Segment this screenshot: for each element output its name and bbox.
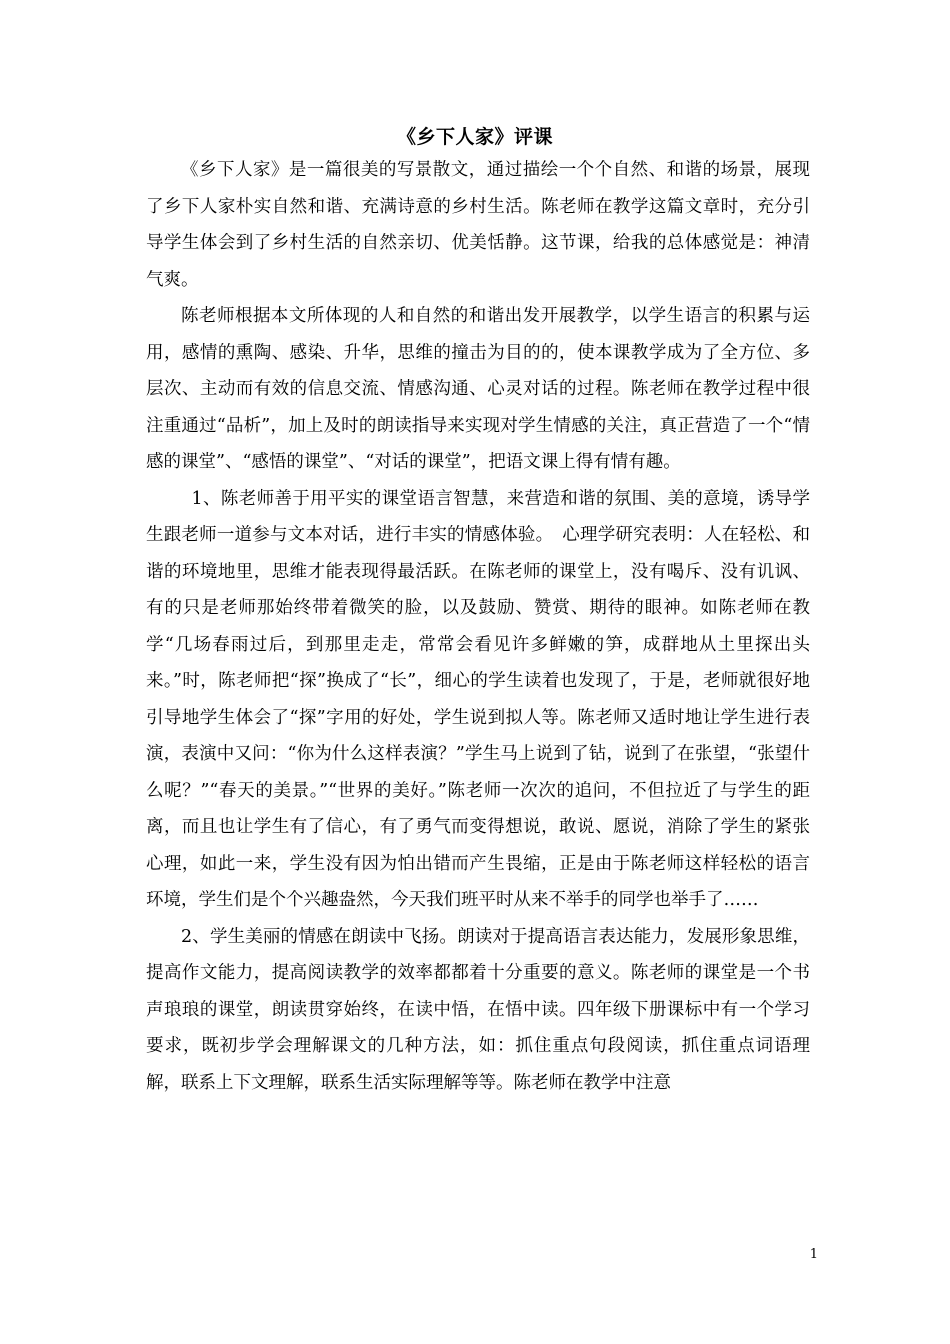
paragraph-overview: 陈老师根据本文所体现的人和自然的和谐出发开展教学，以学生语言的积累与运用，感情的熏陶、感染、升华，思维的撞击为目的的，使本课教学成为了全方位、多层次、主动而有效的信息交流、情感沟通、心灵对话的过程。陈老师在教学过程中很注重通过“品析”，加上及时的朗读指导来实现对学生情感的关注，真正营造了一个“情感的课堂”、“感悟的课堂”、“对话的课堂”，把语文课上得有情有趣。	[146, 306, 810, 472]
paragraph-intro: 《乡下人家》是一篇很美的写景散文，通过描绘一个个自然、和谐的场景，展现了乡下人家朴实自然和谐、充满诗意的乡村生活。陈老师在教学这篇文章时，充分引导学生体会到了乡村生活的自然亲切、优美恬静。这节课，给我的总体感觉是：神清气爽。	[146, 160, 810, 290]
paragraph-point-2: 2、学生美丽的情感在朗读中飞扬。朗读对于提高语言表达能力，发展形象思维，提高作文能力，提高阅读教学的效率都都着十分重要的意义。陈老师的课堂是一个书声琅琅的课堂，朗读贯穿始终，在读中悟，在悟中读。四年级下册课标中有一个学习要求，既初步学会理解课文的几种方法，如：抓住重点句段阅读，抓住重点词语理解，联系上下文理解，联系生活实际理解等等。陈老师在教学中注意	[146, 926, 810, 1093]
document-body	[146, 152, 810, 1101]
paragraph-point-1: 1、陈老师善于用平实的课堂语言智慧，来营造和谐的氛围、美的意境，诱导学生跟老师一道参与文本对话，进行丰实的情感体验。 心理学研究表明：人在轻松、和谐的环境地里，思维才能表现得最活跃。在陈老师的课堂上，没有喝斥、没有讥讽、有的只是老师那始终带着微笑的脸，以及鼓励、赞赏、期待的眼神。如陈老师在教学“几场春雨过后，到那里走走，常常会看见许多鲜嫩的笋，成群地从土里探出头来。”时，陈老师把“探”换成了“长”，细心的学生读着也发现了，于是，老师就很好地引导地学生体会了“探”字用的好处，学生说到拟人等。陈老师又适时地让学生进行表演，表演中又问：“你为什么这样表演？”学生马上说到了钻，说到了在张望，“张望什么呢？”“春天的美景。”“世界的美好。”陈老师一次次的追问，不但拉近了与学生的距离，而且也让学生有了信心，有了勇气而变得想说，敢说、愿说，消除了学生的紧张心理，如此一来，学生没有因为怕出错而产生畏缩，正是由于陈老师这样轻松的语言环境，学生们是个个兴趣盎然，今天我们班平时从来不举手的同学也举手了……	[146, 488, 810, 910]
page-title: 《乡下人家》评课	[396, 126, 553, 148]
page-number: 1	[809, 1247, 818, 1262]
